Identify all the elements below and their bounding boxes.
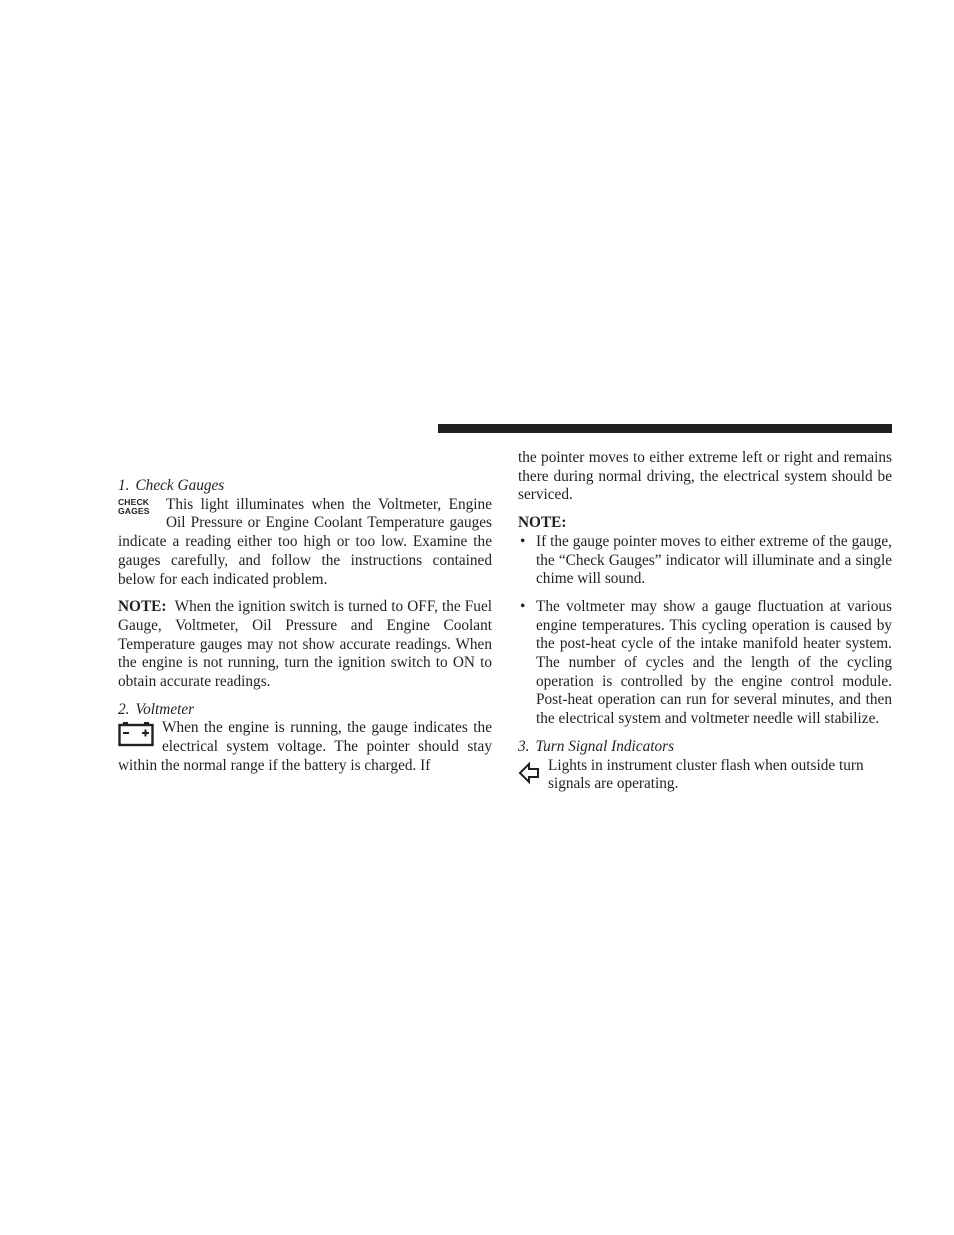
section-header-rule — [438, 424, 892, 433]
note-bullet-list — [518, 533, 892, 729]
list-item: • If the gauge pointer moves to either extreme of the gauge, the “Check Gauges” indicator will illuminate and a single chime will sound. — [520, 532, 892, 588]
list-item: • The voltmeter may show a gauge fluctuation at various engine temperatures. This cycling operation is caused by the post-heat cycle of the intake manifold heater system. The number of cycles and the length of the cycling operation is controlled by the engine control module. Post-heat operation can run for several minutes, and then the electrical system and voltmeter needle will stabilize. — [520, 597, 892, 728]
turn-signal-title: Turn Signal Indicators — [535, 737, 675, 755]
note-heading: NOTE: — [518, 514, 567, 532]
note-text: When the ignition switch is turned to OFF, the Fuel Gauge, Voltmeter, Oil Pressure and Engine Coolant Temperature gauges may not show accurate readings. When the engine is not running, turn the ignition switch to ON to obtain accurate readings. — [118, 598, 492, 691]
check-gauges-heading — [118, 477, 492, 496]
check-gauges-text: This light illuminates when the Voltmeter, Engine Oil Pressure or Engine Coolant Temperature gauges indicate a reading either too high or too low. Examine the gauges carefully, and follow the instructions contained below for each indicated problem. — [118, 495, 492, 588]
voltmeter-number: 2. — [118, 700, 130, 718]
battery-icon — [118, 721, 154, 749]
voltmeter-title: Voltmeter — [135, 700, 195, 718]
turn-signal-text: Lights in instrument cluster flash when outside turn signals are operating. — [548, 756, 864, 793]
voltmeter-text: When the engine is running, the gauge indicates the electrical system voltage. The pointer should stay within the normal range if the battery is charged. If — [118, 719, 492, 774]
right-column — [518, 449, 892, 794]
check-gauges-number: 1. — [118, 477, 130, 494]
note-label: NOTE: — [118, 598, 167, 616]
check-gauges-icon: CHECK GAGES — [118, 496, 150, 516]
bullet-icon: • — [520, 532, 526, 550]
bullet-icon: • — [520, 597, 526, 615]
left-column — [118, 477, 492, 776]
turn-signal-arrow-icon — [518, 759, 540, 787]
note-paragraph — [118, 598, 492, 692]
voltmeter-heading — [118, 701, 492, 720]
voltmeter-continued-text: the pointer moves to either extreme left or right and remains there during normal driving, the electrical system should be serviced. — [518, 449, 892, 504]
turn-signal-heading — [518, 738, 892, 757]
check-gauges-title: Check Gauges — [135, 477, 225, 494]
turn-signal-number: 3. — [518, 737, 530, 755]
